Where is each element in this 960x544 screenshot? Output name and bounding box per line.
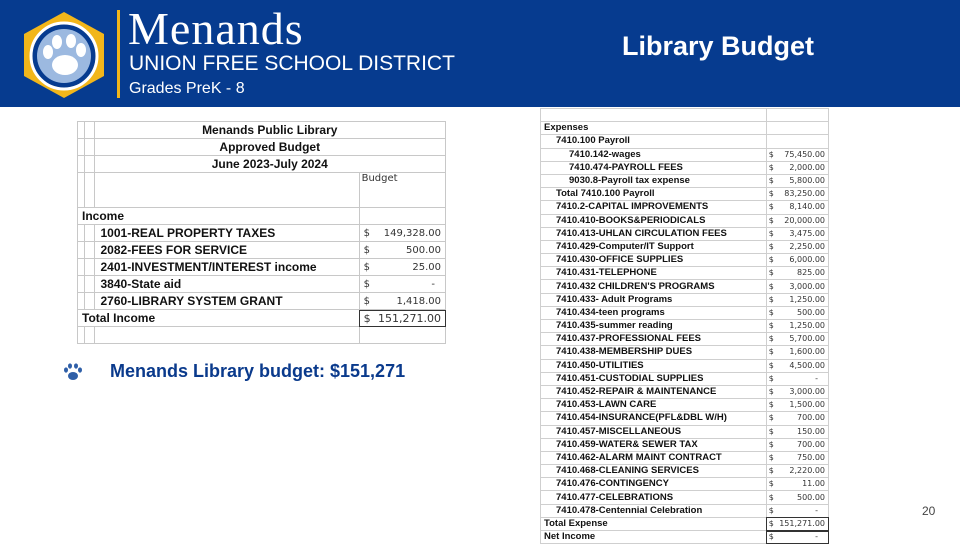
expense-row-label: 7410.410-BOOKS&PERIODICALS bbox=[541, 214, 767, 227]
table-row bbox=[78, 327, 446, 344]
expense-row-amount: $ 1,600.00 bbox=[766, 346, 828, 359]
table-row bbox=[541, 293, 829, 306]
table-row bbox=[541, 425, 829, 438]
expense-row-label: 7410.434-teen programs bbox=[541, 306, 767, 319]
expense-row-label: 7410.451-CUSTODIAL SUPPLIES bbox=[541, 372, 767, 385]
expense-row-label: 7410.435-summer reading bbox=[541, 320, 767, 333]
brand-grades: Grades PreK - 8 bbox=[129, 80, 245, 97]
paw-print-shield-icon bbox=[18, 10, 110, 100]
table-row bbox=[78, 122, 446, 139]
expense-row-amount: $ 2,000.00 bbox=[766, 161, 828, 174]
table-row bbox=[541, 122, 829, 135]
expense-row-amount bbox=[766, 135, 828, 148]
income-section-label: Income bbox=[78, 208, 360, 225]
table-row bbox=[78, 156, 446, 173]
expense-row-label bbox=[541, 109, 767, 122]
brand-name: Menands bbox=[128, 3, 304, 54]
paw-print-icon bbox=[62, 362, 84, 382]
expense-row-amount: $ - bbox=[766, 531, 828, 544]
table-row bbox=[541, 359, 829, 372]
table-row bbox=[541, 254, 829, 267]
library-name: Menands Public Library bbox=[94, 122, 446, 139]
expense-row-amount: $ 1,500.00 bbox=[766, 399, 828, 412]
table-row bbox=[78, 259, 446, 276]
expense-row-label: 7410.459-WATER& SEWER TAX bbox=[541, 438, 767, 451]
table-row bbox=[78, 139, 446, 156]
table-row bbox=[541, 148, 829, 161]
table-row bbox=[541, 346, 829, 359]
expense-row-amount: $ - bbox=[766, 372, 828, 385]
income-row-label: 3840-State aid bbox=[94, 276, 359, 293]
table-row bbox=[541, 399, 829, 412]
expense-row-amount: $ 825.00 bbox=[766, 267, 828, 280]
expense-row-label: 7410.476-CONTINGENCY bbox=[541, 478, 767, 491]
table-row bbox=[541, 320, 829, 333]
table-row bbox=[541, 174, 829, 187]
expense-row-label: 7410.474-PAYROLL FEES bbox=[541, 161, 767, 174]
expense-budget-table bbox=[540, 108, 829, 544]
expense-row-amount: $ 700.00 bbox=[766, 412, 828, 425]
table-row bbox=[541, 478, 829, 491]
table-row bbox=[541, 201, 829, 214]
header-banner bbox=[0, 0, 960, 107]
table-row bbox=[541, 227, 829, 240]
table-row bbox=[541, 161, 829, 174]
table-row bbox=[78, 242, 446, 259]
expense-row-label: 7410.452-REPAIR & MAINTENANCE bbox=[541, 385, 767, 398]
expense-row-amount: $ 151,271.00 bbox=[766, 517, 828, 530]
expense-row-amount: $ 150.00 bbox=[766, 425, 828, 438]
expense-row-label: 7410.429-Computer/IT Support bbox=[541, 240, 767, 253]
income-row-amount: $ - bbox=[359, 276, 445, 293]
budget-summary-bullet: Menands Library budget: $151,271 bbox=[110, 361, 406, 381]
expense-row-amount: $ 83,250.00 bbox=[766, 188, 828, 201]
table-row bbox=[541, 504, 829, 517]
table-row bbox=[541, 517, 829, 530]
expense-row-label: 7410.431-TELEPHONE bbox=[541, 267, 767, 280]
table-row bbox=[541, 280, 829, 293]
table-row bbox=[541, 531, 829, 544]
income-row-amount: $ 500.00 bbox=[359, 242, 445, 259]
expense-row-amount: $ 2,220.00 bbox=[766, 465, 828, 478]
expense-row-label: 7410.438-MEMBERSHIP DUES bbox=[541, 346, 767, 359]
income-row-amount: $ 25.00 bbox=[359, 259, 445, 276]
table-row bbox=[541, 240, 829, 253]
slide-title: Library Budget bbox=[621, 31, 814, 61]
table-row bbox=[541, 188, 829, 201]
total-income-amount: $ 151,271.00 bbox=[359, 310, 445, 327]
expense-row-amount: $ - bbox=[766, 504, 828, 517]
expense-row-label: 7410.2-CAPITAL IMPROVEMENTS bbox=[541, 201, 767, 214]
expense-row-amount: $ 500.00 bbox=[766, 306, 828, 319]
expense-row-label: Net Income bbox=[541, 531, 767, 544]
expense-row-amount: $ 3,475.00 bbox=[766, 227, 828, 240]
budget-period: June 2023-July 2024 bbox=[94, 156, 446, 173]
expense-row-amount: $ 5,700.00 bbox=[766, 333, 828, 346]
table-row bbox=[541, 372, 829, 385]
table-row bbox=[78, 276, 446, 293]
expense-row-label: 7410.437-PROFESSIONAL FEES bbox=[541, 333, 767, 346]
expense-row-amount bbox=[766, 122, 828, 135]
expense-row-amount: $ 700.00 bbox=[766, 438, 828, 451]
expense-row-amount: $ 11.00 bbox=[766, 478, 828, 491]
expense-row-amount: $ 3,000.00 bbox=[766, 280, 828, 293]
expense-row-label: 7410.477-CELEBRATIONS bbox=[541, 491, 767, 504]
table-row bbox=[78, 225, 446, 242]
table-row bbox=[541, 451, 829, 464]
expense-row-label: Total Expense bbox=[541, 517, 767, 530]
table-row bbox=[541, 135, 829, 148]
table-row bbox=[541, 267, 829, 280]
expense-row-label: 7410.430-OFFICE SUPPLIES bbox=[541, 254, 767, 267]
expense-row-label: 7410.100 Payroll bbox=[541, 135, 767, 148]
budget-column-header: Budget bbox=[359, 173, 445, 208]
expense-row-label: 7410.432 CHILDREN'S PROGRAMS bbox=[541, 280, 767, 293]
expense-row-amount: $ 75,450.00 bbox=[766, 148, 828, 161]
expense-row-amount: $ 1,250.00 bbox=[766, 320, 828, 333]
table-row bbox=[541, 214, 829, 227]
table-row bbox=[541, 465, 829, 478]
income-budget-table bbox=[77, 121, 446, 344]
table-row bbox=[78, 208, 446, 225]
expense-row-label: 7410.457-MISCELLANEOUS bbox=[541, 425, 767, 438]
expense-row-amount: $ 750.00 bbox=[766, 451, 828, 464]
logo-divider bbox=[117, 10, 120, 98]
expense-row-amount: $ 1,250.00 bbox=[766, 293, 828, 306]
table-row bbox=[78, 173, 446, 208]
expense-row-amount: $ 6,000.00 bbox=[766, 254, 828, 267]
expense-row-amount: $ 20,000.00 bbox=[766, 214, 828, 227]
income-row-label: 2082-FEES FOR SERVICE bbox=[94, 242, 359, 259]
brand-district: UNION FREE SCHOOL DISTRICT bbox=[129, 52, 455, 75]
expense-row-label: 7410.142-wages bbox=[541, 148, 767, 161]
table-row bbox=[541, 438, 829, 451]
expense-row-label: 7410.462-ALARM MAINT CONTRACT bbox=[541, 451, 767, 464]
expense-row-label: 7410.433- Adult Programs bbox=[541, 293, 767, 306]
expense-row-amount: $ 3,000.00 bbox=[766, 385, 828, 398]
income-row-amount: $ 149,328.00 bbox=[359, 225, 445, 242]
expense-row-label: 7410.413-UHLAN CIRCULATION FEES bbox=[541, 227, 767, 240]
expense-row-amount: $ 5,800.00 bbox=[766, 174, 828, 187]
expense-row-label: 7410.450-UTILITIES bbox=[541, 359, 767, 372]
total-income-label: Total Income bbox=[78, 310, 360, 327]
table-row bbox=[541, 412, 829, 425]
expense-row-label: 7410.468-CLEANING SERVICES bbox=[541, 465, 767, 478]
table-row bbox=[541, 491, 829, 504]
expense-row-label: 7410.454-INSURANCE(PFL&DBL W/H) bbox=[541, 412, 767, 425]
income-row-label: 2401-INVESTMENT/INTEREST income bbox=[94, 259, 359, 276]
table-row bbox=[541, 306, 829, 319]
expense-row-label: Expenses bbox=[541, 122, 767, 135]
table-row bbox=[541, 385, 829, 398]
expense-row-amount: $ 500.00 bbox=[766, 491, 828, 504]
expense-row-amount bbox=[766, 109, 828, 122]
income-row-amount: $ 1,418.00 bbox=[359, 293, 445, 310]
table-row bbox=[78, 310, 446, 327]
table-row bbox=[541, 109, 829, 122]
table-row bbox=[541, 333, 829, 346]
table-row bbox=[78, 293, 446, 310]
expense-row-label: 7410.453-LAWN CARE bbox=[541, 399, 767, 412]
budget-subtitle: Approved Budget bbox=[94, 139, 446, 156]
income-row-label: 1001-REAL PROPERTY TAXES bbox=[94, 225, 359, 242]
expense-row-label: 7410.478-Centennial Celebration bbox=[541, 504, 767, 517]
expense-row-amount: $ 2,250.00 bbox=[766, 240, 828, 253]
income-row-label: 2760-LIBRARY SYSTEM GRANT bbox=[94, 293, 359, 310]
expense-row-amount: $ 4,500.00 bbox=[766, 359, 828, 372]
expense-row-label: Total 7410.100 Payroll bbox=[541, 188, 767, 201]
expense-row-amount: $ 8,140.00 bbox=[766, 201, 828, 214]
expense-row-label: 9030.8-Payroll tax expense bbox=[541, 174, 767, 187]
page-number: 20 bbox=[922, 504, 936, 518]
